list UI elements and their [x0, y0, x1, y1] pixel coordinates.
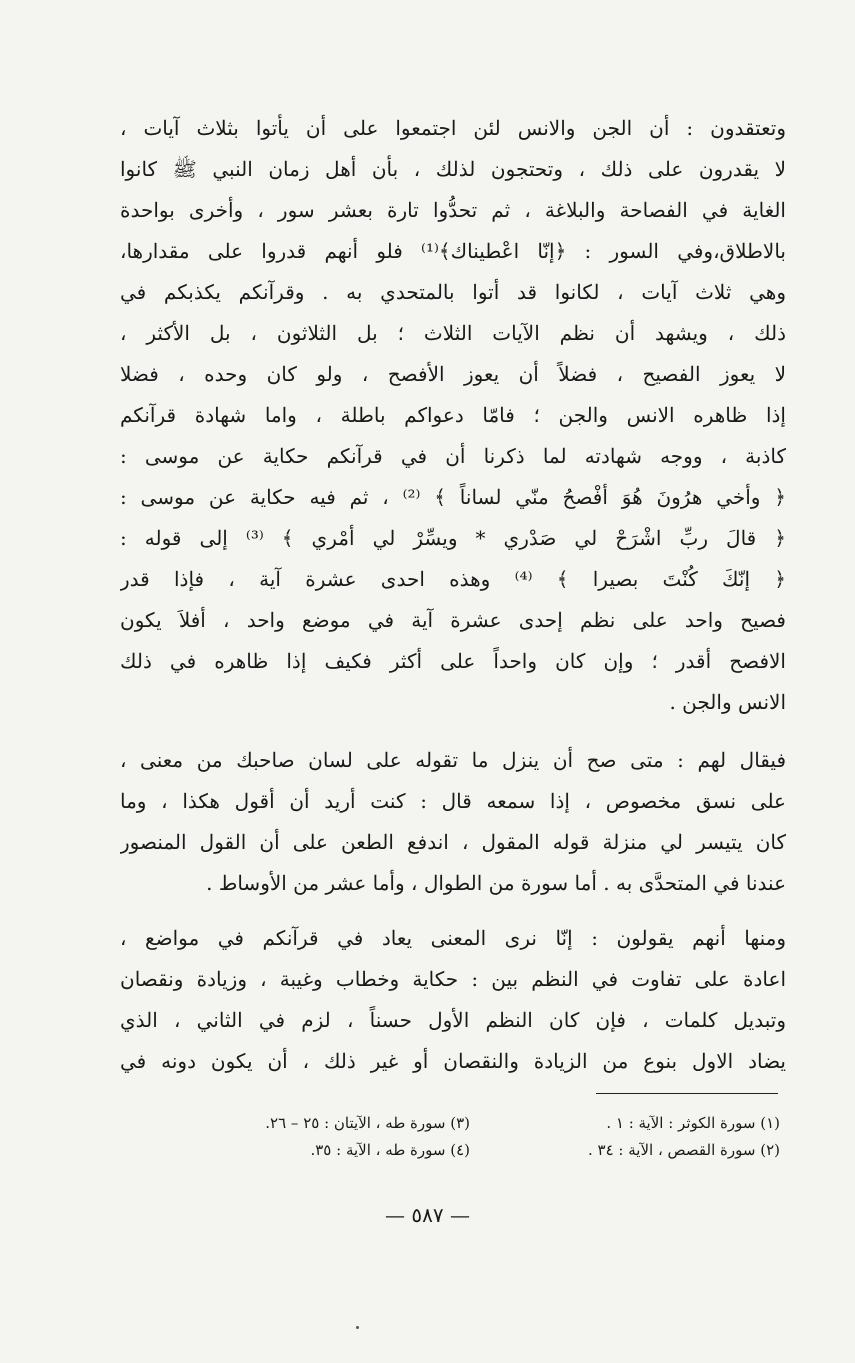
footnote-divider	[596, 1093, 778, 1094]
text-line: ﴿ وأخي هرُونَ هُوَ أفْصحُ منّي لساناً ﴾ ⁽²⁾ ، ثم فيه حكاية عن موسى :	[120, 485, 786, 509]
text-line: فيقال لهم : متى صح أن ينزل ما تقوله على لسان صاحبك من معنى ،	[120, 748, 786, 772]
text-line: الانس والجن .	[669, 690, 786, 714]
page-number: — ٥٨٧ —	[385, 1203, 470, 1227]
footnote: (٤) سورة طه ، الآية : ٣٥.	[310, 1141, 470, 1159]
text-line: الغاية في الفصاحة والبلاغة ، ثم تحدُّوا تارة بعشر سور ، وأخرى بواحدة	[120, 198, 786, 222]
text-line: وهي ثلاث آيات ، لكانوا قد أتوا بالمتحدي به . وقرآنكم يكذبكم في	[120, 280, 786, 304]
text-line: وتعتقدون : أن الجن والانس لئن اجتمعوا على أن يأتوا بثلاث آيات ،	[120, 116, 786, 140]
scan-speck	[356, 1326, 359, 1329]
footnote: (٢) سورة القصص ، الآية : ٣٤ .	[587, 1141, 780, 1159]
text-line: كان يتيسر لي منزلة قوله المقول ، اندفع الطعن على أن القول المنصور	[120, 830, 786, 854]
text-line: يضاد الاول بنوع من الزيادة والنقصان أو غير ذلك ، أن يكون دونه في	[120, 1049, 786, 1073]
text-line: بالاطلاق،وفي السور : ﴿إنّا اعْطيناك﴾⁽¹⁾ فلو أنهم قدروا على مقدارها،	[120, 239, 786, 263]
footnote: (٣) سورة طه ، الآيتان : ٢٥ – ٢٦.	[265, 1114, 470, 1132]
text-line: على نسق مخصوص ، إذا سمعه قال : كنت أريد أن أقول هكذا ، وما	[120, 789, 786, 813]
footnote-row	[160, 1110, 780, 1137]
text-line: اعادة على تفاوت في النظم بين : حكاية وخطاب وغيبة ، وزيادة ونقصان	[120, 967, 786, 991]
text-line: ﴿ قالَ ربِّ اشْرَحْ لي صَدْري * ويسِّرْ لي أمْري ﴾ ⁽³⁾ إلى قوله :	[120, 526, 786, 550]
paragraph-3	[120, 918, 786, 1082]
footnote-row	[160, 1137, 780, 1164]
text-line: الافصح أقدر ؛ وإن كان واحداً على أكثر فكيف إذا ظاهره في ذلك	[120, 649, 786, 673]
text-line: ﴿ إنّكَ كُنْتَ بصيرا ﴾ ⁽⁴⁾ وهذه احدى عشرة آية ، فإذا قدر	[120, 567, 786, 591]
text-line: فصيح واحد على نظم إحدى عشرة آية في موضع واحد ، أفلاَ يكون	[120, 608, 786, 632]
footnote: (١) سورة الكوثر : الآية : ١ .	[606, 1114, 780, 1132]
text-line: لا يعوز الفصيح ، فضلاً أن يعوز الأفصح ، ولو كان وحده ، فضلا	[120, 362, 786, 386]
text-line: وتبديل كلمات ، فإن كان النظم الأول حسناً ، لزم في الثاني ، الذي	[120, 1008, 786, 1032]
text-line: لا يقدرون على ذلك ، وتحتجون لذلك ، بأن أهل زمان النبي ﷺ كانوا	[120, 157, 786, 181]
text-line: عندنا في المتحدَّى به . أما سورة من الطوال ، وأما عشر من الأوساط .	[206, 871, 786, 895]
text-line: ذلك ، ويشهد أن نظم الآيات الثلاث ؛ بل الثلاثون ، بل الأكثر ،	[120, 321, 786, 345]
paragraph-1	[120, 108, 786, 723]
paragraph-2	[120, 740, 786, 904]
footnotes	[160, 1110, 780, 1164]
text-line: إذا ظاهره الانس والجن ؛ فامّا دعواكم باطلة ، واما شهادة قرآنكم	[120, 403, 786, 427]
text-line: كاذبة ، ووجه شهادته لما ذكرنا أن في قرآنكم حكاية عن موسى :	[120, 444, 786, 468]
text-line: ومنها أنهم يقولون : إنّا نرى المعنى يعاد في قرآنكم في مواضع ،	[120, 926, 786, 950]
